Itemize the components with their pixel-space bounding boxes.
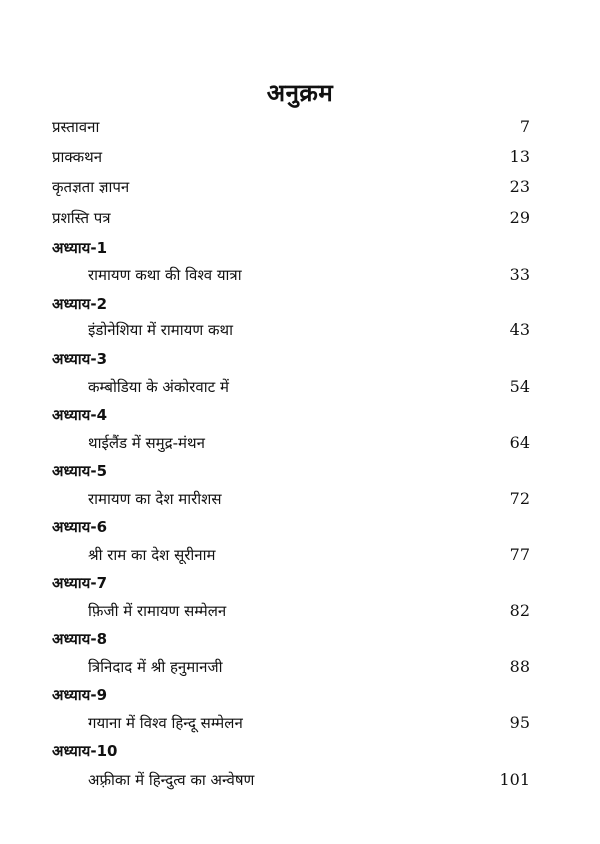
toc-entry <box>0 143 600 171</box>
toc-entry <box>0 766 600 794</box>
chapter-heading <box>0 290 600 318</box>
toc-entry-page: 88 <box>509 657 530 676</box>
chapter-number: अध्याय-8 <box>52 630 108 648</box>
toc-entry-label: प्रस्तावना <box>52 118 100 136</box>
chapter-heading <box>0 401 600 429</box>
chapter-title: रामायण का देश मारीशस <box>88 490 222 508</box>
chapter-number: अध्याय-6 <box>52 518 108 536</box>
chapter-heading <box>0 345 600 373</box>
toc-entry <box>0 316 600 344</box>
toc-entry-page: 82 <box>509 601 530 620</box>
chapter-heading <box>0 625 600 653</box>
toc-entry-page: 7 <box>519 117 530 136</box>
chapter-number: अध्याय-5 <box>52 462 108 480</box>
toc-entry <box>0 541 600 569</box>
chapter-number: अध्याय-3 <box>52 350 108 368</box>
chapter-heading <box>0 569 600 597</box>
chapter-title: रामायण कथा की विश्व यात्रा <box>88 266 242 284</box>
toc-entry <box>0 373 600 401</box>
toc-entry-page: 64 <box>509 433 530 452</box>
toc-entry-page: 54 <box>509 377 530 396</box>
chapter-number: अध्याय-7 <box>52 574 108 592</box>
chapter-title: श्री राम का देश सूरीनाम <box>88 546 216 564</box>
chapter-title: त्रिनिदाद में श्री हनुमानजी <box>88 658 223 676</box>
toc-entry-page: 23 <box>509 177 530 196</box>
toc-entry <box>0 485 600 513</box>
chapter-title: कम्बोडिया के अंकोरवाट में <box>88 378 229 396</box>
toc-entry-page: 43 <box>509 320 530 339</box>
toc-entry-page: 29 <box>509 208 530 227</box>
toc-entry-label: कृतज्ञता ज्ञापन <box>52 178 130 196</box>
chapter-number: अध्याय-1 <box>52 239 108 257</box>
toc-entry <box>0 429 600 457</box>
toc-entry <box>0 709 600 737</box>
chapter-number: अध्याय-9 <box>52 686 108 704</box>
toc-entry <box>0 113 600 141</box>
chapter-number: अध्याय-10 <box>52 742 118 760</box>
page-title: अनुक्रम <box>266 79 334 107</box>
chapter-heading <box>0 457 600 485</box>
toc-entry <box>0 653 600 681</box>
toc-entry-page: 72 <box>509 489 530 508</box>
toc-entry-page: 13 <box>509 147 530 166</box>
chapter-heading <box>0 681 600 709</box>
toc-entry-page: 101 <box>499 770 530 789</box>
toc-entry <box>0 173 600 201</box>
chapter-number: अध्याय-2 <box>52 295 108 313</box>
chapter-number: अध्याय-4 <box>52 406 108 424</box>
toc-entry-page: 77 <box>509 545 530 564</box>
chapter-title: फ़िजी में रामायण सम्मेलन <box>88 602 227 620</box>
toc-entry-label: प्रशस्ति पत्र <box>52 209 111 227</box>
chapter-title: अफ़्रीका में हिन्दुत्व का अन्वेषण <box>88 771 255 789</box>
chapter-heading <box>0 737 600 765</box>
toc-entry-page: 95 <box>509 713 530 732</box>
chapter-title: इंडोनेशिया में रामायण कथा <box>88 321 233 339</box>
toc-entry <box>0 261 600 289</box>
toc-entry-label: प्राक्कथन <box>52 148 103 166</box>
toc-entry <box>0 204 600 232</box>
chapter-title: गयाना में विश्व हिन्दू सम्मेलन <box>88 714 243 732</box>
chapter-heading <box>0 513 600 541</box>
toc-entry <box>0 597 600 625</box>
chapter-heading <box>0 234 600 262</box>
chapter-title: थाईलैंड में समुद्र-मंथन <box>88 434 205 452</box>
toc-entry-page: 33 <box>509 265 530 284</box>
